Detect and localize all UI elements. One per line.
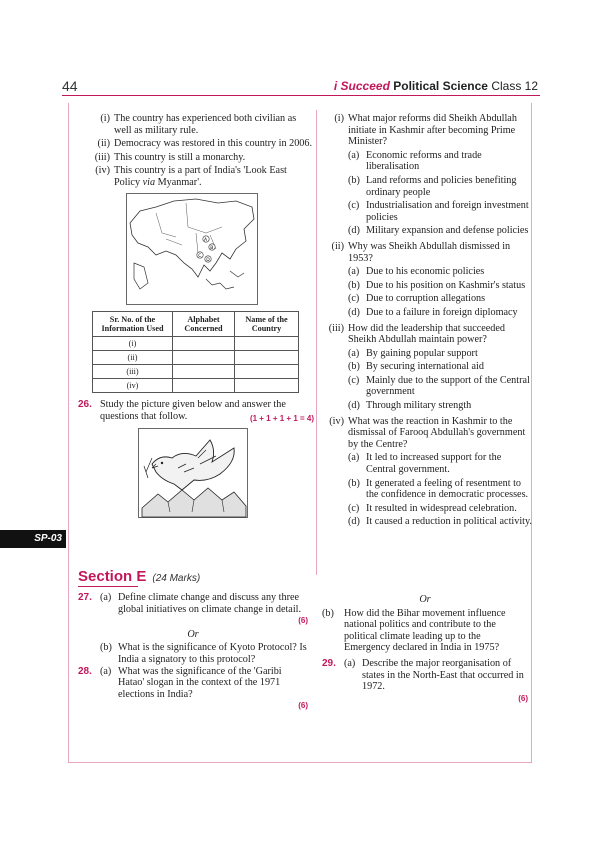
page-number: 44 [62, 78, 78, 94]
asia-map [126, 193, 258, 305]
right-column [322, 113, 532, 530]
table-row: (i) [93, 336, 299, 350]
option-item: (d) Through military strength [348, 400, 472, 412]
clue-item: (ii) Democracy was restored in this country in 2006. [97, 138, 313, 150]
page-header [0, 0, 600, 100]
question-28-b: (b) How did the Bihar movement influence national politics and contribute to the political climate leading up to the Emergency declared in India in 1975? [322, 607, 506, 654]
question-number: 27. [78, 592, 92, 603]
answer-table [92, 311, 299, 393]
option-item: (b) Land reforms and policies benefiting ordinary people [348, 174, 517, 198]
running-head [334, 79, 538, 93]
question-26: 26. Study the picture given below and answer the questions that follow. (1 + 1 + 1 + 1 = 4) [78, 398, 314, 423]
clue-item: (iv) This country is a part of India's 'Look East Policy via Myanmar'. [95, 165, 287, 188]
table-header-row: Sr. No. of the Information Used Alphabet Concerned Name of the Country [93, 311, 299, 336]
section-e-right [322, 592, 528, 704]
section-e-heading [78, 568, 200, 586]
map-label-d: D [206, 257, 210, 263]
case-question-3: (iii) How did the leadership that succeeded Sheikh Abdullah maintain power? (a) By gaining popular support (b) By securing international aid (c) Mainly due to the support of the Central government (d) Through military strength [322, 323, 532, 412]
table-row: (ii) [93, 350, 299, 364]
column-divider [316, 110, 317, 575]
left-column [78, 113, 314, 518]
or-separator: Or [419, 594, 431, 605]
option-item: (a) It led to increased support for the Central government. [348, 452, 502, 476]
question-28: 28. (a) What was the significance of the 'Garibi Hatao' slogan in the context of the 1971 elections in India? (6) [78, 665, 308, 711]
clue-item: (iii) This country is still a monarchy. [94, 151, 246, 163]
asia-outline-map [126, 193, 258, 305]
question-27: 27. (a) Define climate change and discuss any three global initiatives on climate change in detail. (6) Or (b) What is the significance of Kyoto Protocol? Is India a signatory to this protocol? [78, 592, 308, 665]
clue-item: (i) The country has experienced both civilian as well as military rule. [100, 113, 297, 136]
option-item: (d) It caused a reduction in political activity. [348, 516, 532, 528]
dove-cartoon [138, 428, 248, 518]
map-label-c: C [198, 253, 202, 259]
question-number: 29. [322, 657, 336, 669]
case-question-2: (ii) Why was Sheikh Abdullah dismissed in 1953? (a) Due to his economic policies (b) Due to his position on Kashmir's status (c) Due to corruption allegations (d) Due to a failure in foreign diplomacy [322, 241, 532, 319]
or-separator: Or [187, 628, 199, 640]
header-rule [62, 95, 540, 96]
table-row: (iv) [93, 378, 299, 392]
case-question-4: (iv) What was the reaction in Kashmir to the dismissal of Farooq Abdullah's government by the Centre? (a) It led to increased support for the Central government. (b) It generated a feeling of resentment to the confidence in democratic processes. (c) It resulted in widespread celebration. (d) It caused a reduction in political activity. [329, 415, 532, 528]
option-item: (d) Military expansion and defense policies [348, 225, 529, 237]
question-marks: (6) [298, 616, 308, 626]
class-label: Class 12 [491, 79, 538, 93]
table-row: (iii) [93, 364, 299, 378]
option-item: (b) By securing international aid [348, 361, 484, 373]
brand-logo: i Succeed [333, 79, 390, 93]
map-label-b: B [210, 245, 214, 251]
option-item: (c) It resulted in widespread celebration. [348, 502, 517, 514]
option-item: (c) Mainly due to the support of the Central government [348, 374, 530, 398]
question-number: 28. [78, 665, 92, 677]
question-29: 29. (a) Describe the major reorganisation of states in the North-East that occurred in 1972. [322, 657, 524, 693]
side-tab: SP-03 [0, 530, 66, 548]
clue-list [78, 113, 314, 189]
dove-picture [138, 428, 248, 518]
case-question-1: (i) What major reforms did Sheikh Abdullah initiate in Kashmir after becoming Prime Minister? (a) Economic reforms and trade liberalisation (b) Land reforms and policies benefiting ordinary people (c) Industrialisation and foreign investment policies (d) Military expansion and defense policies [322, 113, 532, 237]
question-marks: (6) [298, 701, 308, 711]
map-label-a: A [204, 237, 208, 243]
section-title: Section E [78, 568, 147, 585]
section-marks: (24 Marks) [152, 573, 201, 584]
subject-title: Political Science [393, 79, 488, 93]
option-item: (c) Due to corruption allegations [348, 293, 486, 305]
option-item: (a) Due to his economic policies [348, 266, 485, 278]
question-marks: (1 + 1 + 1 + 1 = 4) [249, 413, 314, 423]
option-item: (a) By gaining popular support [348, 347, 478, 359]
option-item: (c) Industrialisation and foreign investment policies [348, 200, 529, 223]
option-item: (a) Economic reforms and trade liberalisation [348, 149, 482, 173]
option-item: (b) It generated a feeling of resentment to the confidence in democratic processes. [348, 477, 529, 501]
option-item: (d) Due to a failure in foreign diplomacy [348, 306, 518, 318]
question-marks: (6) [518, 693, 528, 703]
section-rule [78, 586, 138, 587]
option-item: (b) Due to his position on Kashmir's status [348, 279, 526, 291]
question-number: 26. [78, 398, 92, 410]
section-e-left [78, 592, 308, 712]
